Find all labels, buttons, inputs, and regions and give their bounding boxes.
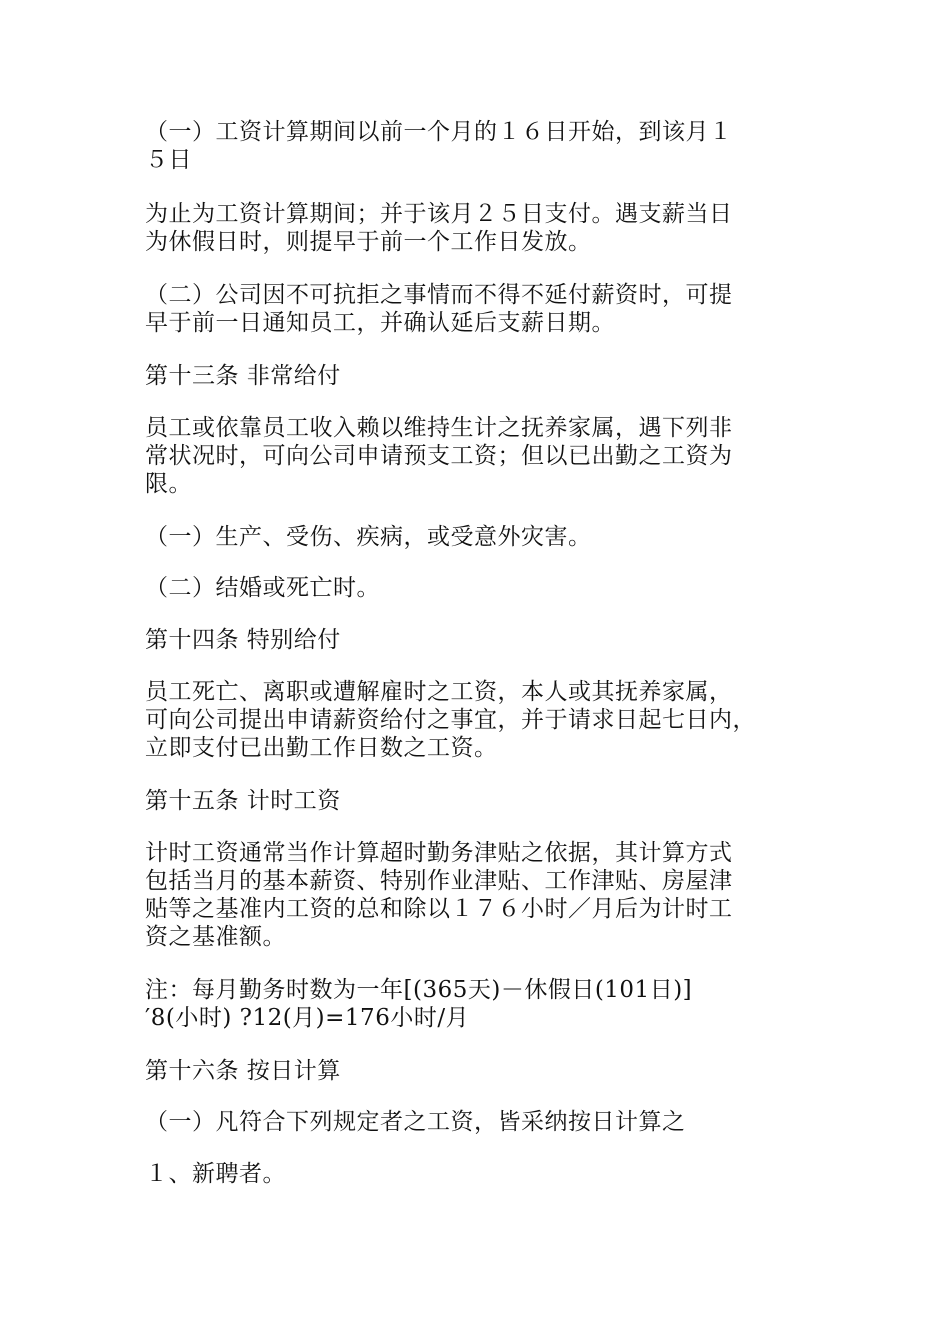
list-item-new-hire: １、新聘者。 xyxy=(145,1161,286,1187)
article-13-heading: 第十三条 非常给付 xyxy=(145,363,341,389)
list-item-illness: （一）生产、受伤、疾病，或受意外灾害。 xyxy=(145,524,592,550)
note-working-hours: 注：每月勤务时数为一年[(365天)－休假日(101日)] ′8(小时) ?12(月)=176小时/月 xyxy=(145,977,693,1031)
paragraph-hourly-pay: 计时工资通常当作计算超时勤务津贴之依据，其计算方式 包括当月的基本薪资、特别作业津贴、工作津贴、房屋津 贴等之基准内工资的总和除以１７６小时／月后为计时工 资之基准额。 xyxy=(145,840,733,950)
paragraph-special-pay: 员工死亡、离职或遭解雇时之工资，本人或其抚养家属， 可向公司提出申请薪资给付之事宜，并于请求日起七日内， 立即支付已出勤工作日数之工资。 xyxy=(145,679,756,761)
paragraph-pay-date: 为止为工资计算期间；并于该月２５日支付。遇支薪当日 为休假日时，则提早于前一个工作日发放。 xyxy=(145,201,733,255)
list-item-marriage: （二）结婚或死亡时。 xyxy=(145,575,380,601)
list-item-daily-pay: （一）凡符合下列规定者之工资，皆采纳按日计算之 xyxy=(145,1109,686,1135)
article-15-heading: 第十五条 计时工资 xyxy=(145,788,341,814)
article-14-heading: 第十四条 特别给付 xyxy=(145,627,341,653)
paragraph-delayed-pay: （二）公司因不可抗拒之事情而不得不延付薪资时，可提 早于前一日通知员工，并确认延后支薪日期。 xyxy=(145,282,733,336)
article-16-heading: 第十六条 按日计算 xyxy=(145,1058,341,1084)
paragraph-advance-pay: 员工或依靠员工收入赖以维持生计之抚养家属，遇下列非 常状况时，可向公司申请预支工资；但以已出勤之工资为 限。 xyxy=(145,415,733,497)
paragraph-pay-period: （一）工资计算期间以前一个月的１６日开始，到该月１ ５日 xyxy=(145,119,733,173)
